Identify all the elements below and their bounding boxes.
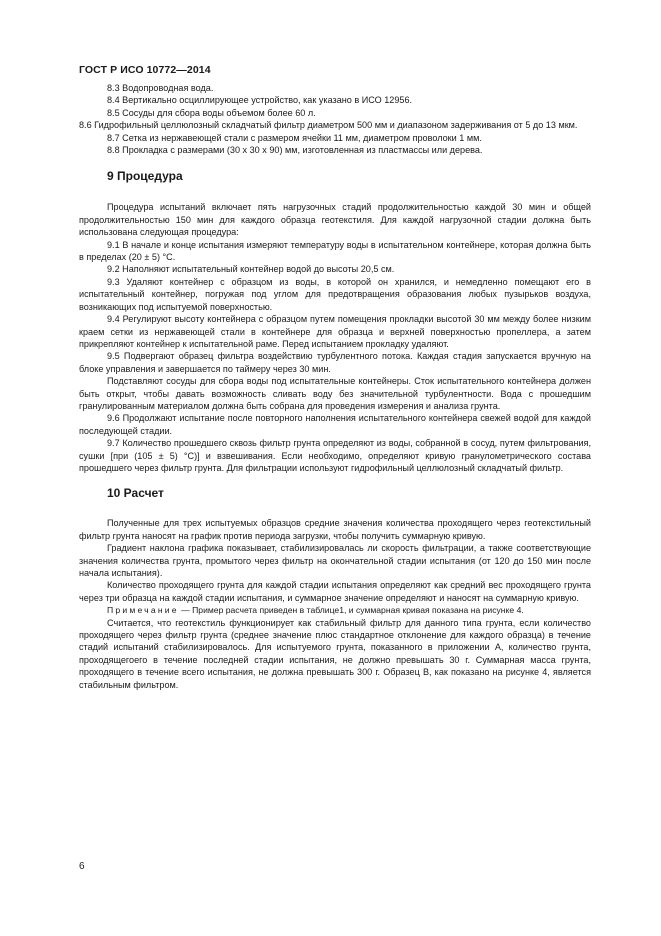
section-9-intro: Процедура испытаний включает пять нагрузочных стадий продолжительностью каждой 30 мин и общей продолжительностью 150 мин для каждого образца геотекстиля. Для каждой нагрузочной стадии должна быть использована следующая процедура: <box>79 202 591 238</box>
equipment-item-8-5: 8.5 Сосуды для сбора воды объемом более 60 л. <box>107 107 316 118</box>
document-header: ГОСТ Р ИСО 10772—2014 <box>79 64 211 76</box>
equipment-item-8-6: 8.6 Гидрофильный целлюлозный складчатый фильтр диаметром 500 мм и диапазоном задерживания от 5 до 13 мкм. <box>79 120 578 131</box>
document-body <box>79 82 591 691</box>
section-9-2: 9.2 Наполняют испытательный контейнер водой до высоты 20,5 см. <box>107 264 395 275</box>
section-9-1: 9.1 В начале и конце испытания измеряют температуру воды в испытательном контейнере, которая должна быть в пределах (20 ± 5) °С. <box>79 239 591 263</box>
note-text: — Пример расчета приведен в таблице1, и суммарная кривая показана на рисунке 4. <box>178 605 524 616</box>
equipment-item-8-3: 8.3 Водопроводная вода. <box>107 83 214 93</box>
section-10-note <box>79 604 591 616</box>
equipment-item-8-4: 8.4 Вертикально осциллирующее устройство, как указано в ИСО 12956. <box>107 95 413 106</box>
section-10-para-3: Количество проходящего грунта для каждой стадии испытания определяют как средний вес проходящего грунта через три образца на каждой стадии испытания, и суммарное значение определяют и наносят на суммарную кривую. <box>79 580 591 603</box>
equipment-item-8-8: 8.8 Прокладка с размерами (30 х 30 х 90) мм, изготовленная из пластмассы или дерева. <box>107 145 483 156</box>
note-label: Примечание <box>107 605 179 616</box>
section-10-final-paragraph: Считается, что геотекстиль функционирует как стабильный фильтр для данного типа грунта, если количество проходящего через фильтр грунта (среднее значение плюс стандартное отклонение для каждого образца) в течение стадий испытаний стабилизировалось. Для испытуемого грунта, показанного в приложении А, количество грунта, проходящегоего в течение последней стадии испытания, не должно превышать 30 г. Суммарная масса грунта, проходящего в течение всего испытания, не должна превышать 300 г. Образец В, как показано на рисунке 4, является стабильным фильтром. <box>79 617 591 690</box>
section-9-7: 9.7 Количество прошедшего сквозь фильтр грунта определяют из воды, собранной в сосуд, путем фильтрования, сушки [при (105 ± 5) °С)] и взвешивания. Если необходимо, определяют кривую гранулометрического состава прошедшего через фильтр грунта. Для фильтрации используют гидрофильный целлюлозный складчатый фильтр. <box>79 438 591 473</box>
section-10-para-2: Градиент наклона графика показывает, стабилизировалась ли скорость фильтрации, а также соответствующие значения количества грунта, промытого через фильтр на окончательной стадии испытания (от 120 до 150 мин после начала испытания). <box>79 543 591 578</box>
equipment-item-8-7: 8.7 Сетка из нержавеющей стали с размером ячейки 11 мм, диаметром проволоки 1 мм. <box>107 132 482 143</box>
section-9-4: 9.4 Регулируют высоту контейнера с образцом путем помещения прокладки высотой 30 мм между более низким краем сетки из нержавеющей стали в контейнере для образца и верхней поверхностью пропеллера, а затем прикрепляют контейнер к испытательной раме. Перед испытанием прокладку удаляют. <box>79 314 591 349</box>
section-9-3: 9.3 Удаляют контейнер с образцом из воды, в которой он хранился, и немедленно помещают его в испытательный контейнер, погружая под углом для предотвращения образования любых пузырьков воздуха, возникающих под испытуемой поверхностью. <box>79 276 591 312</box>
section-10-heading: 10 Расчет <box>107 486 164 501</box>
page-number: 6 <box>79 861 85 872</box>
section-9-heading: 9 Процедура <box>107 169 183 184</box>
section-9-5: 9.5 Подвергают образец фильтра воздействию турбулентного потока. Каждая стадия запускается вручную на блоке управления и завершается по таймеру через 30 мин. <box>79 351 591 374</box>
section-10-para-1: Полученные для трех испытуемых образцов средние значения количества проходящего через геотекстильный фильтр грунта наносят на график против периода загрузки, чтобы получить суммарную кривую. <box>79 518 591 541</box>
section-9-5-cont: Подставляют сосуды для сбора воды под испытательные контейнеры. Сток испытательного контейнера должен быть открыт, чтобы давать возможность сливать воду без значительной турбулентности. Вода с прошедшим гранулированным материалом должна быть собрана для проведения измерения и анализа грунта. <box>79 376 591 411</box>
section-9-6: 9.6 Продолжают испытание после повторного наполнения испытательного контейнера свежей водой для каждой последующей стадии. <box>79 413 591 436</box>
